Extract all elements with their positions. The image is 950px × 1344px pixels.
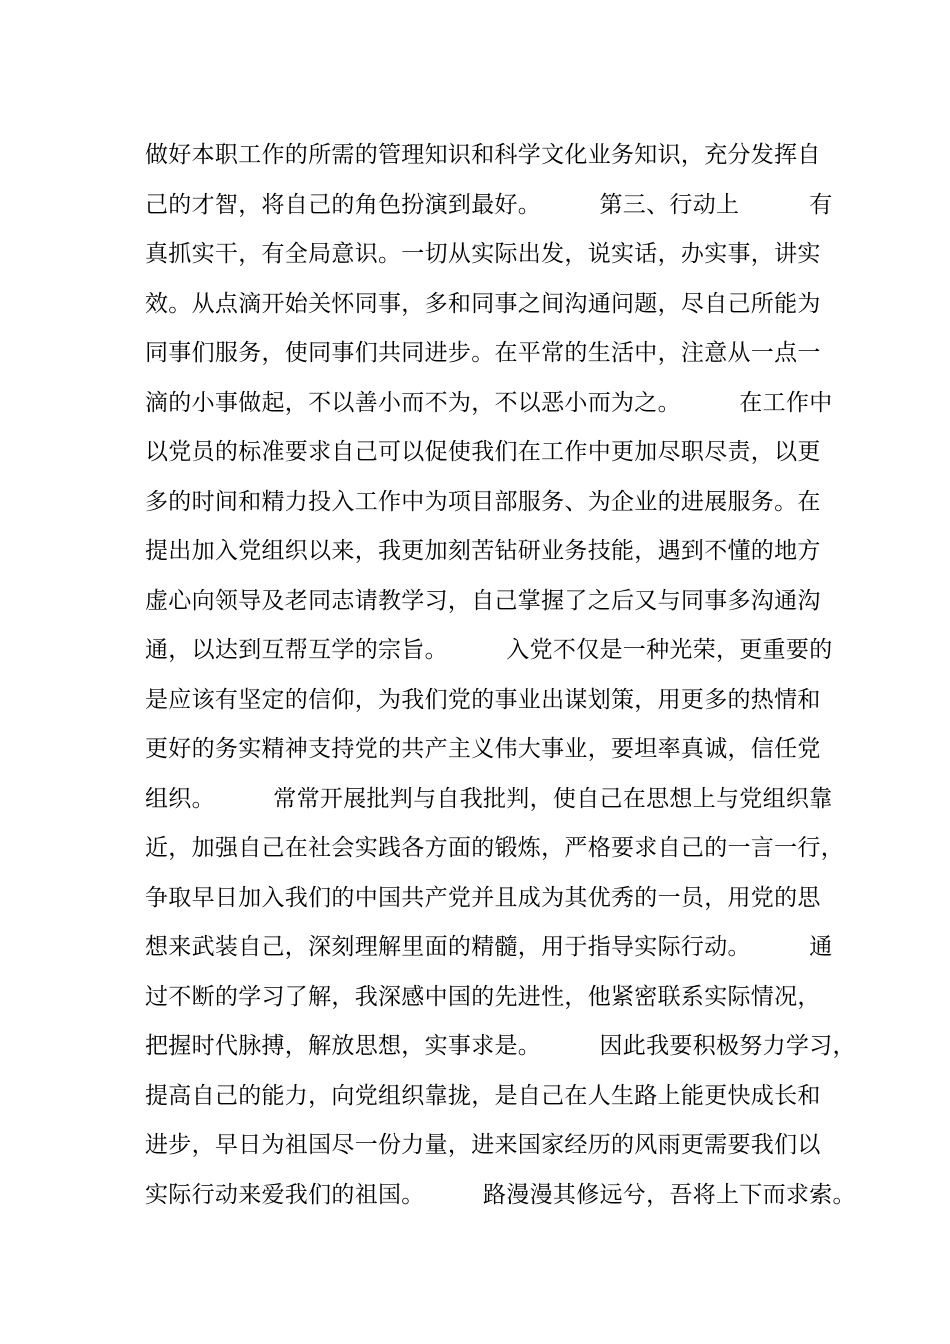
text-line: 想来武装自己，深刻理解里面的精髓，用于指导实际行动。 通 — [145, 934, 833, 960]
text-line: 进步，早日为祖国尽一份力量，进来国家经历的风雨更需要我们以 — [145, 1132, 821, 1158]
text-line: 多的时间和精力投入工作中为项目部服务、为企业的进展服务。在 — [145, 488, 821, 515]
text-line: 过不断的学习了解，我深感中国的先进性，他紧密联系实际情况， — [145, 983, 821, 1010]
text-line: 争取早日加入我们的中国共产党并且成为其优秀的一员，用党的思 — [145, 884, 821, 911]
text-line: 效。从点滴开始关怀同事，多和同事之间沟通问题，尽自己所能为 — [145, 290, 821, 317]
text-line: 己的才智，将自己的角色扮演到最好。 第三、行动上 有 — [145, 191, 833, 218]
text-line: 实际行动来爱我们的祖国。 路漫漫其修远兮，吾将上下而求索。 — [145, 1181, 856, 1208]
text-line: 滴的小事做起，不以善小而不为，不以恶小而为之。 在工作中 — [145, 389, 833, 416]
text-line: 更好的务实精神支持党的共产主义伟大事业，要坦率真诚，信任党 — [145, 736, 821, 762]
text-line: 把握时代脉搏，解放思想，实事求是。 因此我要积极努力学习， — [145, 1033, 856, 1059]
text-line: 做好本职工作的所需的管理知识和科学文化业务知识，充分发挥自 — [145, 142, 821, 168]
text-line: 组织。 常常开展批判与自我批判，使自己在思想上与党组织靠 — [145, 785, 833, 812]
text-line: 提高自己的能力，向党组织靠拢，是自己在人生路上能更快成长和 — [145, 1082, 821, 1109]
text-line: 是应该有坚定的信仰，为我们党的事业出谋划策，用更多的热情和 — [145, 686, 821, 713]
text-line: 同事们服务，使同事们共同进步。在平常的生活中，注意从一点一 — [145, 340, 821, 366]
text-line: 提出加入党组织以来，我更加刻苦钻研业务技能，遇到不懂的地方 — [145, 538, 821, 564]
body-text — [145, 131, 856, 1220]
text-line: 以党员的标准要求自己可以促使我们在工作中更加尽职尽责，以更 — [145, 439, 821, 465]
text-line: 通，以达到互帮互学的宗旨。 入党不仅是一种光荣，更重要的 — [145, 637, 833, 663]
text-line: 虚心向领导及老同志请教学习，自己掌握了之后又与同事多沟通沟 — [145, 587, 821, 614]
text-line: 真抓实干，有全局意识。一切从实际出发，说实话，办实事，讲实 — [145, 241, 821, 267]
text-line: 近，加强自己在社会实践各方面的锻炼，严格要求自己的一言一行， — [145, 835, 844, 861]
